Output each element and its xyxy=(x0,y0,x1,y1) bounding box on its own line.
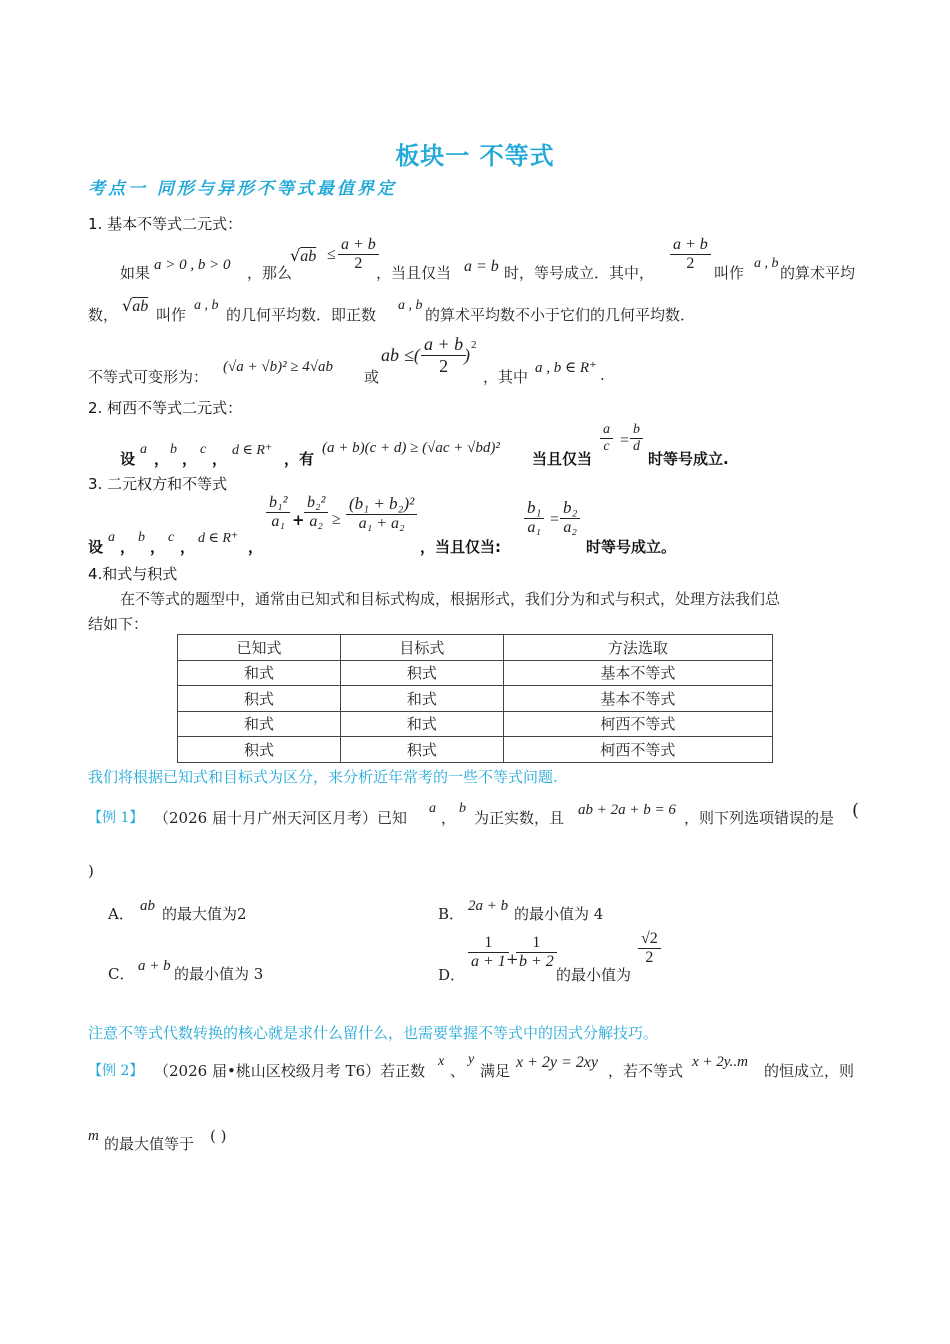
s1-text: 的几何平均数．即正数 xyxy=(226,306,377,324)
table-header-row xyxy=(178,635,773,661)
table-cell: 和式 xyxy=(340,711,503,737)
table-header-cell: 已知式 xyxy=(178,635,341,661)
table-cell: 柯西不等式 xyxy=(503,711,772,737)
example-2-text: 的恒成立，则 xyxy=(764,1062,855,1080)
example-2-source: （2026 届•桃山区校级月考 T6）若正数 xyxy=(154,1062,426,1080)
option-expr: a + b xyxy=(138,958,171,974)
sqrt-ab: √ab xyxy=(122,296,149,315)
option-text: 的最小值为 xyxy=(556,966,632,984)
table-cell: 柯西不等式 xyxy=(503,737,772,763)
s1-text: 叫作 xyxy=(156,306,187,324)
var-b: b xyxy=(170,442,177,457)
ab-pair: a , b xyxy=(754,256,779,271)
option-label: D． xyxy=(438,966,466,984)
option-expr: 2a + b xyxy=(468,898,509,914)
s1-line2 xyxy=(88,293,868,323)
s4-note: 我们将根据已知式和目标式为区分，来分析近年常考的一些不等式问题. xyxy=(88,768,558,786)
plus: + xyxy=(292,511,305,529)
var-a: a xyxy=(108,530,115,545)
set-expr: a , b ∈ R⁺ xyxy=(535,360,597,376)
cauchy-formula: (a + b)(c + d) ≥ (√ac + √bd)² xyxy=(322,440,500,456)
ab-expr: ab xyxy=(381,345,399,365)
section-heading-kaodian: 考点一 同形与异形不等式最值界定 xyxy=(88,179,397,199)
example-2-stem xyxy=(88,1052,878,1082)
s1-text: 时，等号成立．其中， xyxy=(504,264,655,282)
var-x: x xyxy=(438,1054,445,1069)
s4-paragraph-1: 在不等式的题型中，通常由已知式和目标式构成，根据形式，我们分为和式与积式，处理方法我们总 xyxy=(120,590,781,608)
var-c: c xyxy=(168,530,175,545)
example-2-question xyxy=(88,1126,388,1156)
sqrt-ab: √ab xyxy=(290,246,317,265)
example-2-inequality: x + 2y..m xyxy=(692,1054,748,1070)
option-label: B． xyxy=(438,905,465,923)
s1-text: 或 xyxy=(364,368,380,386)
table-cell: 基本不等式 xyxy=(503,660,772,686)
s1-cond: a > 0 , b > 0 xyxy=(154,257,231,273)
var-a: a xyxy=(429,801,436,816)
fraction-sqrt2-over-2: $\frac{√2}{2}$ xyxy=(638,930,661,967)
s3-text: 时等号成立。 xyxy=(586,538,677,556)
example-2-text: 满足 xyxy=(480,1062,511,1080)
comma: ， xyxy=(182,450,198,468)
fraction-a-plus-b-over-2: $\frac{a + b}{2}$ xyxy=(421,334,466,377)
comma: ， xyxy=(212,450,228,468)
left-paren: ( xyxy=(852,800,860,821)
example-2-text: 的最大值等于 xyxy=(104,1135,195,1153)
right-paren: ) xyxy=(464,345,470,365)
var-b: b xyxy=(138,530,145,545)
equals: = xyxy=(550,511,560,528)
fraction-a-plus-b-over-2: $\frac{a + b}{2}$ xyxy=(338,236,379,273)
comma: ， xyxy=(441,809,457,827)
comma: ， xyxy=(154,450,170,468)
table-cell: 基本不等式 xyxy=(503,686,772,712)
fraction-a-over-c: $\frac{a}{c}$ xyxy=(600,422,613,455)
fraction-b-over-d: $\frac{b}{d}$ xyxy=(630,422,643,455)
table-cell: 和式 xyxy=(340,686,503,712)
s1-text: 不等式可变形为： xyxy=(88,368,209,386)
ab-pair: a , b xyxy=(194,298,219,313)
fraction-sum-squared: $\frac{\text{(b₁ + b₂)²}}{\text{a₁ + a₂}}$ xyxy=(346,494,417,533)
equals: = xyxy=(620,432,630,449)
s2-heading: 2. 柯西不等式二元式： xyxy=(88,399,243,417)
example-2-condition: x + 2y = 2xy xyxy=(516,1054,598,1071)
technique-note: 注意不等式代数转换的核心就是求什么留什么，也需要掌握不等式中的因式分解技巧。 xyxy=(88,1024,659,1042)
s3-line xyxy=(88,494,868,556)
table-cell: 积式 xyxy=(178,737,341,763)
fraction-1-over-a-plus-1: $\frac{1}{a + 1}$ xyxy=(468,934,509,971)
s1-heading: 1. 基本不等式二元式： xyxy=(88,215,243,233)
s2-text: 设 xyxy=(120,450,136,468)
example-1-tag: 【例 1】 xyxy=(88,810,144,826)
table-row xyxy=(178,686,773,712)
table-row xyxy=(178,660,773,686)
s1-text: ，当且仅当 xyxy=(376,264,452,282)
option-text: 的最小值为 4 xyxy=(514,905,604,923)
comma: ， xyxy=(120,538,136,556)
comma: ， xyxy=(180,538,196,556)
var-a: a xyxy=(140,442,147,457)
s2-text: 当且仅当 xyxy=(532,450,593,468)
period: . xyxy=(600,366,605,384)
s1-text: ，那么 xyxy=(247,264,293,282)
comma: ， xyxy=(150,538,166,556)
option-label: C． xyxy=(108,965,135,983)
s1-line3 xyxy=(88,334,868,386)
s3-text: 设 xyxy=(88,538,104,556)
option-text: 的最大值为2 xyxy=(162,905,247,923)
s1-text: ，其中 xyxy=(483,368,529,386)
fraction-b1-over-a1: $\frac{\text{b₁}}{\text{a₁}}$ xyxy=(524,498,544,537)
table-cell: 和式 xyxy=(178,660,341,686)
table-header-cell: 目标式 xyxy=(340,635,503,661)
var-c: c xyxy=(200,442,207,457)
option-text: 的最小值为 3 xyxy=(174,965,264,983)
table-cell: 和式 xyxy=(178,711,341,737)
s2-text: ，有 xyxy=(284,450,315,468)
leq-sign: ≤ xyxy=(327,246,336,263)
s1-text: 的算术平均数不小于它们的几何平均数． xyxy=(425,306,696,324)
fraction-b2-over-a2: $\frac{\text{b₂}}{\text{a₂}}$ xyxy=(560,498,580,537)
exponent: 2 xyxy=(471,339,477,351)
s1-text: 的算术平均 xyxy=(780,264,856,282)
example-2-tag: 【例 2】 xyxy=(88,1063,144,1079)
example-1-stem xyxy=(88,800,868,830)
s1-text: 如果 xyxy=(120,264,151,282)
method-table xyxy=(177,634,773,763)
s3-heading: 3. 二元权方和不等式 xyxy=(88,475,228,493)
formula-variant: (√a + √b)² ≥ 4√ab xyxy=(223,359,334,375)
right-paren: ) xyxy=(88,862,94,880)
table-header-cell: 方法选取 xyxy=(503,635,772,661)
s2-text: 时等号成立. xyxy=(648,450,729,468)
table-cell: 积式 xyxy=(340,737,503,763)
geq-sign: ≥ xyxy=(332,511,341,528)
s1-text: 叫作 xyxy=(714,264,745,282)
var-m: m xyxy=(88,1128,99,1144)
plus: + xyxy=(506,950,519,968)
example-1-text: 为正实数，且 xyxy=(474,809,565,827)
fraction-b2sq-over-a2: $\frac{\text{b₂²}}{\text{a₂}}$ xyxy=(304,494,328,531)
var-y: y xyxy=(468,1052,475,1067)
page-title: 板块一 不等式 xyxy=(395,142,555,170)
s2-line xyxy=(120,420,880,468)
fraction-1-over-b-plus-2: $\frac{1}{b + 2}$ xyxy=(516,934,557,971)
var-d-set: d ∈ R⁺ xyxy=(232,443,273,458)
var-b: b xyxy=(459,801,466,816)
option-d[interactable] xyxy=(438,930,698,984)
s4-heading: 4.和式与积式 xyxy=(88,565,178,583)
example-2-text: ，若不等式 xyxy=(608,1062,684,1080)
option-label: A． xyxy=(108,905,134,923)
s4-paragraph-2: 结如下： xyxy=(88,615,149,633)
separator: 、 xyxy=(450,1062,466,1080)
s1-text: 数， xyxy=(88,306,119,324)
example-1-condition: ab + 2a + b = 6 xyxy=(578,802,676,818)
example-1-text: ，则下列选项错误的是 xyxy=(684,809,835,827)
a-eq-b: a = b xyxy=(464,258,499,275)
table-cell: 积式 xyxy=(340,660,503,686)
answer-blank: ( ) xyxy=(210,1127,227,1145)
table-cell: 积式 xyxy=(178,686,341,712)
s3-text: ，当且仅当: xyxy=(420,538,501,556)
option-expr: ab xyxy=(140,898,155,914)
comma: ， xyxy=(248,538,264,556)
example-1-source: （2026 届十月广州天河区月考）已知 xyxy=(154,809,407,827)
fraction-a-plus-b-over-2: $\frac{a + b}{2}$ xyxy=(670,236,711,273)
table-row xyxy=(178,737,773,763)
table-row xyxy=(178,711,773,737)
leq-paren: ≤( xyxy=(404,345,420,365)
ab-pair: a , b xyxy=(398,298,423,313)
fraction-b1sq-over-a1: $\frac{\text{b₁²}}{\text{a₁}}$ xyxy=(266,494,290,531)
var-d-set: d ∈ R⁺ xyxy=(198,531,239,546)
